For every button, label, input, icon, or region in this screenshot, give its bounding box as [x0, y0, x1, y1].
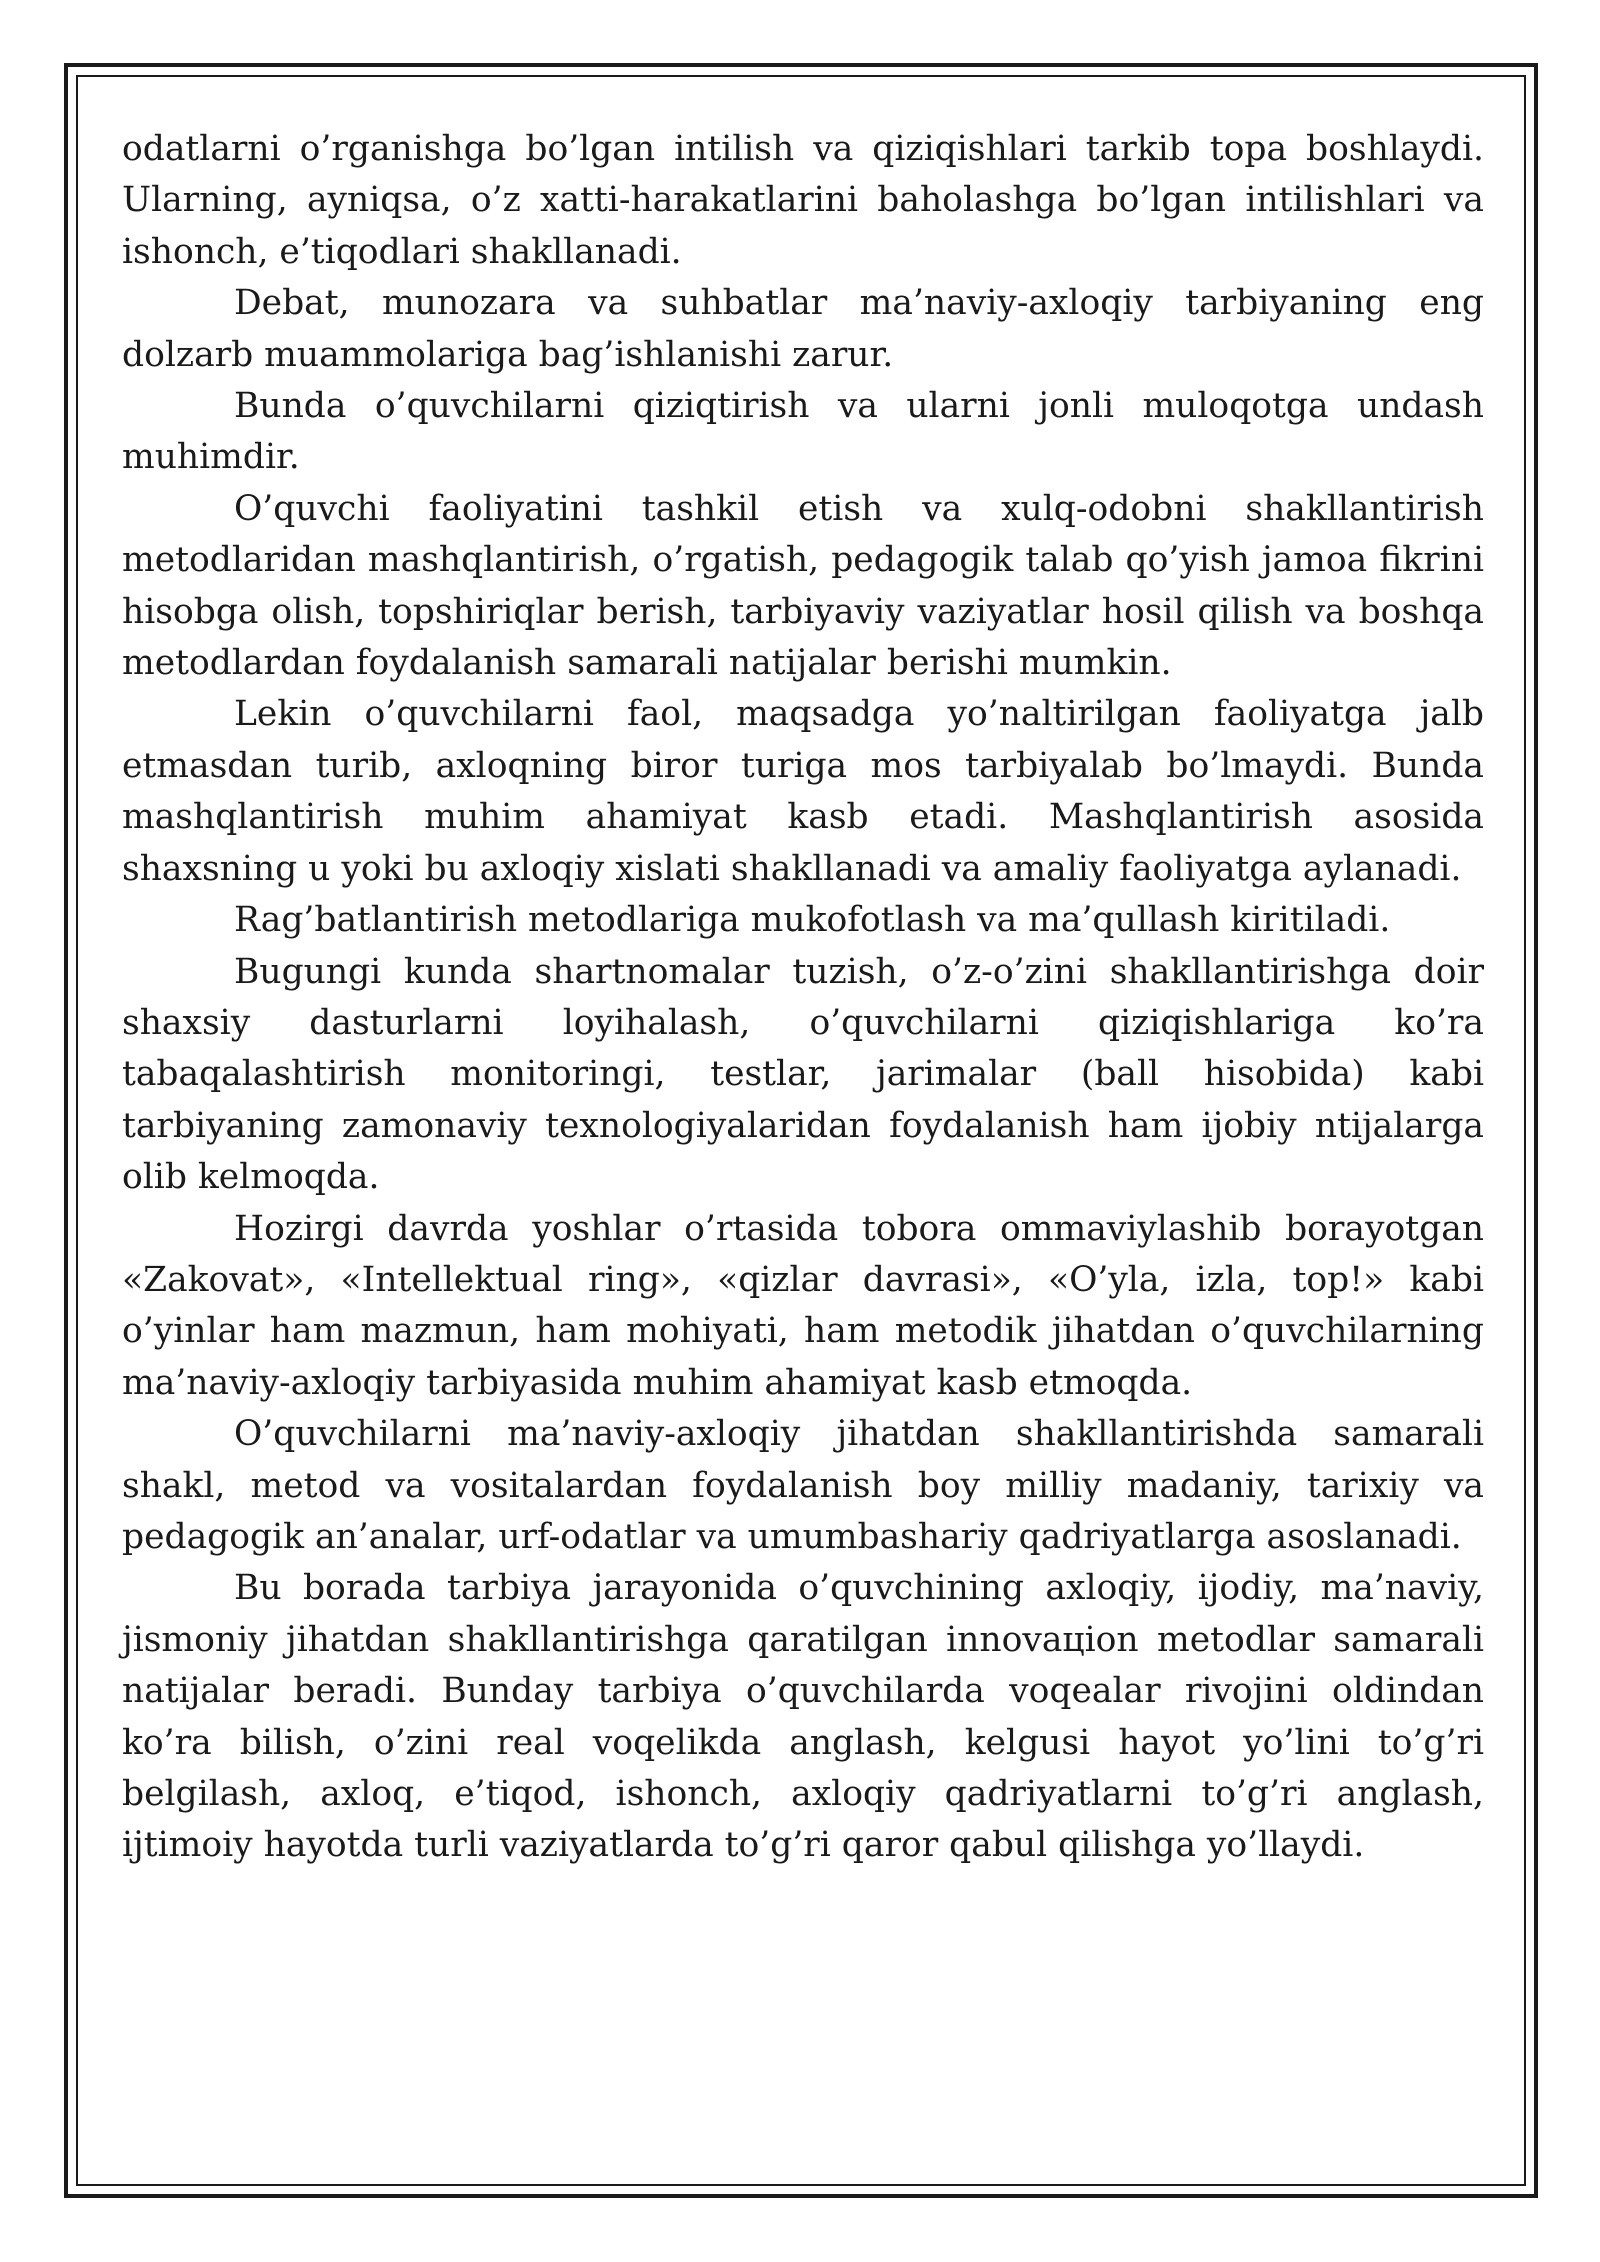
paragraph: Bunda o’quvchilarni qiziqtirish va ularni jonli muloqotga undash muhimdir.	[122, 386, 1484, 478]
paragraph: Hozirgi davrda yoshlar o’rtasida tobora ommaviylashib borayotgan «Zakovat», «Intellektual ring», «qizlar davrasi», «O’yla, izla, top!» kabi o’yinlar ham mazmun, ham mohiyati, ham metodik jihatdan o’quvchilarning ma’naviy-axloqiy tarbiyasida muhim ahamiyat kasb etmoqda.	[122, 1208, 1484, 1403]
paragraph: Rag’batlantirish metodlariga mukofotlash va ma’qullash kiritiladi.	[234, 900, 1391, 941]
paragraph: odatlarni o’rganishga bo’lgan intilish va qiziqishlari tarkib topa boshlaydi. Ularning, ayniqsa, o’z xatti-harakatlarini baholashga bo’lgan intilishlari va ishonch, e’tiqodlari shakllanadi.	[122, 129, 1484, 272]
paragraph: Bugungi kunda shartnomalar tuzish, o’z-o’zini shakllantirishga doir shaxsiy dasturlarni loyihalash, o’quvchilarni qiziqishlariga ko’ra tabaqalashtirish monitoringi, testlar, jarimalar (ball hisobida) kabi tarbiyaning zamonaviy texnologiyalaridan foydalanish ham ijobiy ntijalarga olib kelmoqda.	[122, 951, 1484, 1198]
paragraph: Bu borada tarbiya jarayonida o’quvchining axloqiy, ijodiy, ma’naviy, jismoniy jihatdan shakllantirishga qaratilgan innovaцion metodlar samarali natijalar beradi. Bunday tarbiya o’quvchilarda voqealar rivojini oldindan ko’ra bilish, o’zini real voqelikda anglash, kelgusi hayot yo’lini to’g’ri belgilash, axloq, e’tiqod, ishonch, axloqiy qadriyatlarni to’g’ri anglash, ijtimoiy hayotda turli vaziyatlarda to’g’ri qaror qabul qilishga yo’llaydi.	[122, 1568, 1484, 1866]
paragraph: Debat, munozara va suhbatlar ma’naviy-axloqiy tarbiyaning eng dolzarb muammolariga bag’ishlanishi zarur.	[122, 283, 1484, 375]
paragraph: O’quvchilarni ma’naviy-axloqiy jihatdan shakllantirishda samarali shakl, metod va vositalardan foydalanish boy milliy madaniy, tarixiy va pedagogik an’analar, urf-odatlar va umumbashariy qadriyatlarga asoslanadi.	[122, 1414, 1484, 1557]
page-body	[122, 124, 1484, 1872]
paragraph: O’quvchi faoliyatini tashkil etish va xulq-odobni shakllantirish metodlaridan mashqlantirish, o’rgatish, pedagogik talab qo’yish jamoa fikrini hisobga olish, topshiriqlar berish, tarbiyaviy vaziyatlar hosil qilish va boshqa metodlardan foydalanish samarali natijalar berishi mumkin.	[122, 488, 1484, 684]
paragraph: Lekin o’quvchilarni faol, maqsadga yo’naltirilgan faoliyatga jalb etmasdan turib, axloqning biror turiga mos tarbiyalab bo’lmaydi. Bunda mashqlantirish muhim ahamiyat kasb etadi. Mashqlantirish asosida shaxsning u yoki bu axloqiy xislati shakllanadi va amaliy faoliyatga aylanadi.	[122, 694, 1484, 889]
